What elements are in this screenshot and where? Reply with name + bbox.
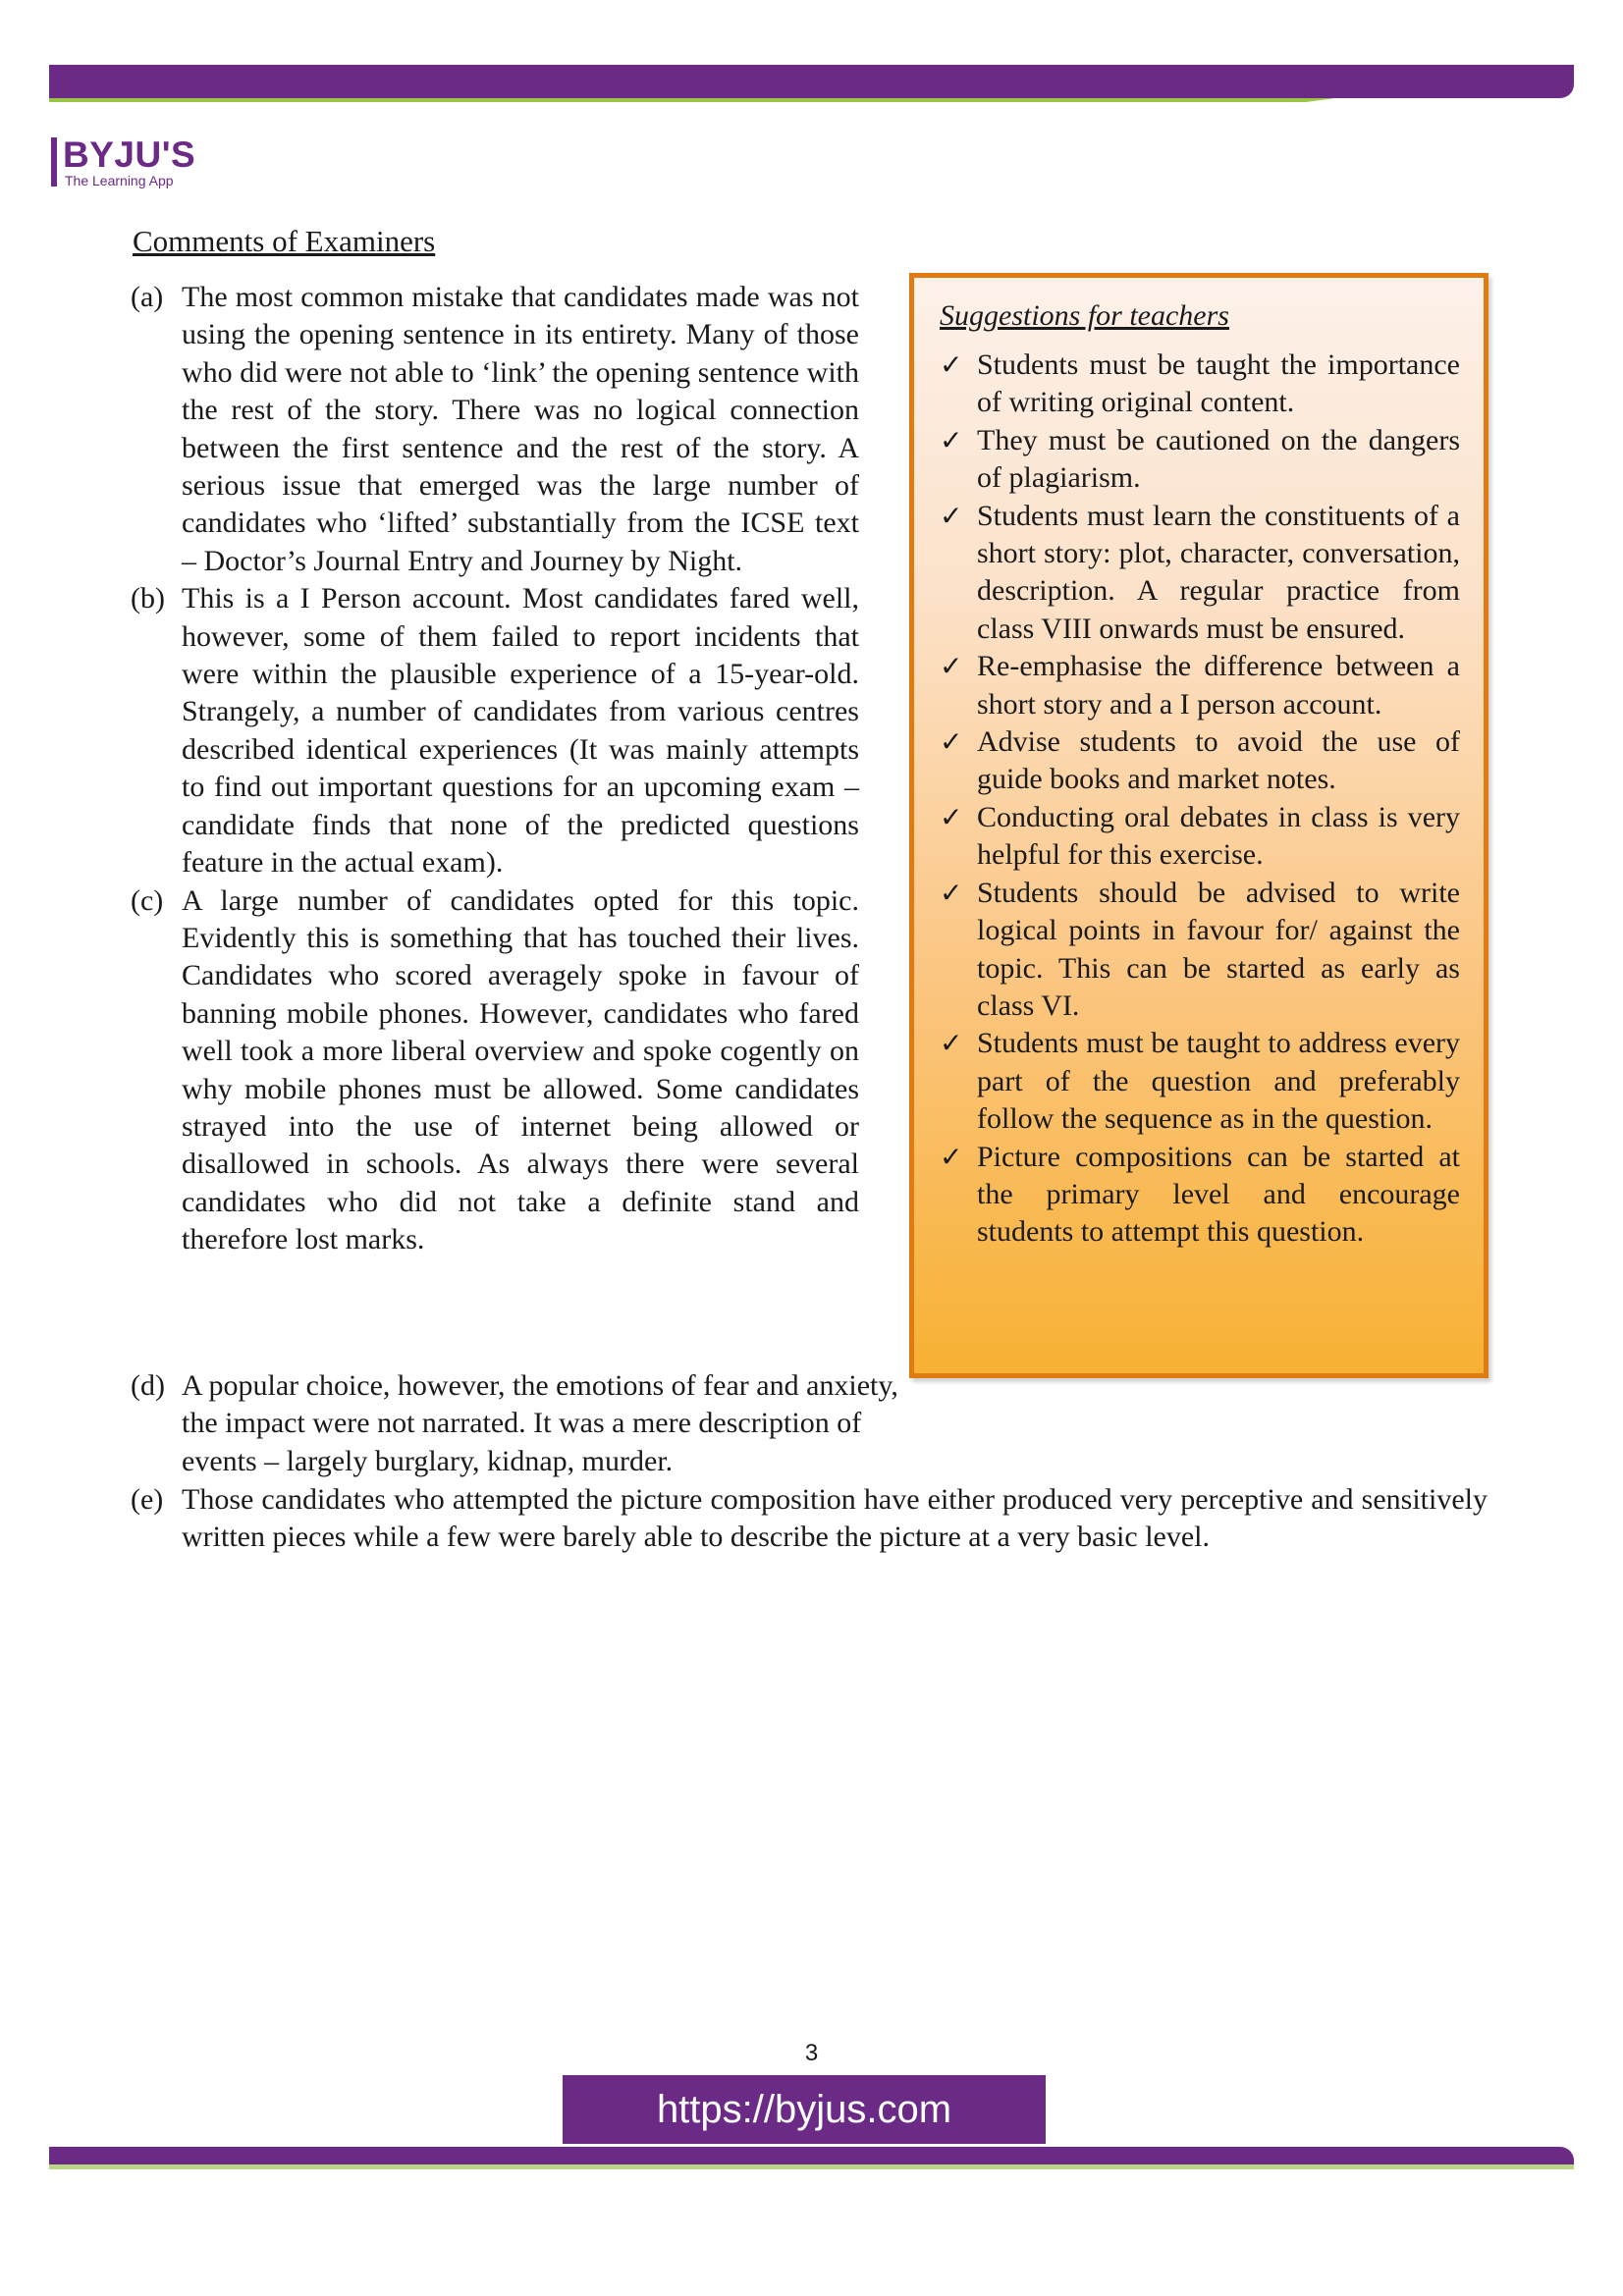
suggestion-text: Students should be advised to write logical points in favour for/ against the topic. This can be started as early as class VI.	[977, 876, 1460, 1022]
page-number: 3	[804, 2040, 819, 2066]
logo-bar	[51, 137, 57, 187]
comment-text: The most common mistake that candidates made was not using the opening sentence in its entirety. Many of those who did were not able to ‘link’ the opening sentence with the rest of the story. There was no logical connection between the first sentence and the rest of the story. A serious issue that emerged was the large number of candidates who ‘lifted’ substantially from the ICSE text – Doctor’s Journal Entry and Journey by Night.	[182, 281, 859, 577]
header-purple-stripe	[49, 65, 1574, 98]
logo-tagline: The Learning App	[65, 173, 174, 188]
suggestion-item	[940, 723, 1460, 799]
comment-item-c	[131, 882, 859, 1259]
comment-item-b	[131, 580, 859, 881]
checkmark-icon: ✓	[940, 1027, 963, 1060]
checkmark-icon: ✓	[940, 800, 963, 833]
comment-item-a	[131, 279, 859, 580]
suggestion-item	[940, 498, 1460, 649]
comment-label: (e)	[131, 1483, 164, 1516]
comment-text: A large number of candidates opted for this topic. Evidently this is something that has touched their lives. Candidates who scored averagely spoke in favour of banning mobile phones. However, candidates who fared well took a more liberal overview and spoke cogently on why mobile phones must be allowed. Some candidates strayed into the use of internet being allowed or disallowed in schools. As always there were several candidates who did not take a definite stand and therefore lost marks.	[182, 883, 859, 1256]
comment-text: A popular choice, however, the emotions of fear and anxiety, the impact were not narrated. It was a mere description of events – largely burglary, kidnap, murder.	[182, 1369, 898, 1477]
suggestion-item	[940, 648, 1460, 723]
suggestion-item	[940, 1139, 1460, 1252]
footer-green-stripe	[49, 2164, 1574, 2169]
comments-column	[131, 279, 859, 1259]
suggestions-title: Suggestions for teachers	[940, 299, 1229, 332]
suggestion-item	[940, 422, 1460, 498]
section-heading: Comments of Examiners	[133, 224, 436, 258]
header-green-stripe	[49, 98, 1335, 102]
checkmark-icon: ✓	[940, 1140, 963, 1173]
checkmark-icon: ✓	[940, 876, 963, 909]
comment-item-d	[131, 1367, 938, 1480]
checkmark-icon: ✓	[940, 348, 963, 381]
suggestion-text: Conducting oral debates in class is very helpful for this exercise.	[977, 800, 1460, 872]
website-link[interactable]: https://byjus.com	[563, 2075, 1046, 2144]
suggestion-text: They must be cautioned on the dangers of plagiarism.	[977, 423, 1460, 495]
suggestion-item	[940, 799, 1460, 875]
footer-purple-stripe	[49, 2147, 1574, 2166]
suggestion-text: Students must learn the constituents of a short story: plot, character, conversation, description. A regular practice from class VIII onwards must be ensured.	[977, 499, 1460, 645]
suggestion-item	[940, 875, 1460, 1026]
checkmark-icon: ✓	[940, 725, 963, 759]
suggestions-box	[909, 273, 1488, 1378]
header-band	[49, 65, 1574, 102]
comment-item-e	[131, 1481, 1488, 1557]
suggestion-text: Students must be taught to address every part of the question and preferably follow the sequence as in the question.	[977, 1027, 1460, 1136]
checkmark-icon: ✓	[940, 423, 963, 456]
suggestion-text: Re-emphasise the difference between a short story and a I person account.	[977, 650, 1460, 721]
comment-label: (b)	[131, 582, 165, 615]
comment-label: (c)	[131, 883, 164, 917]
comment-label: (a)	[131, 281, 164, 313]
comment-label: (d)	[131, 1369, 165, 1402]
comment-text: Those candidates who attempted the picture composition have either produced very perceptive and sensitively written pieces while a few were barely able to describe the picture at a very basic level.	[182, 1483, 1488, 1554]
checkmark-icon: ✓	[940, 650, 963, 683]
suggestion-text: Students must be taught the importance of writing original content.	[977, 348, 1460, 419]
suggestion-text: Picture compositions can be started at the primary level and encourage students to attempt this question.	[977, 1140, 1460, 1249]
comment-text: This is a I Person account. Most candidates fared well, however, some of them failed to report incidents that were within the plausible experience of a 15-year-old. Strangely, a number of candidates from various centres described identical experiences (It was mainly attempts to find out important questions for an upcoming exam – candidate finds that none of the predicted questions feature in the actual exam).	[182, 582, 859, 880]
suggestion-item	[940, 1025, 1460, 1138]
checkmark-icon: ✓	[940, 499, 963, 532]
logo-name: BYJU'S	[63, 134, 196, 175]
suggestion-item	[940, 347, 1460, 422]
suggestion-text: Advise students to avoid the use of guide books and market notes.	[977, 725, 1460, 796]
